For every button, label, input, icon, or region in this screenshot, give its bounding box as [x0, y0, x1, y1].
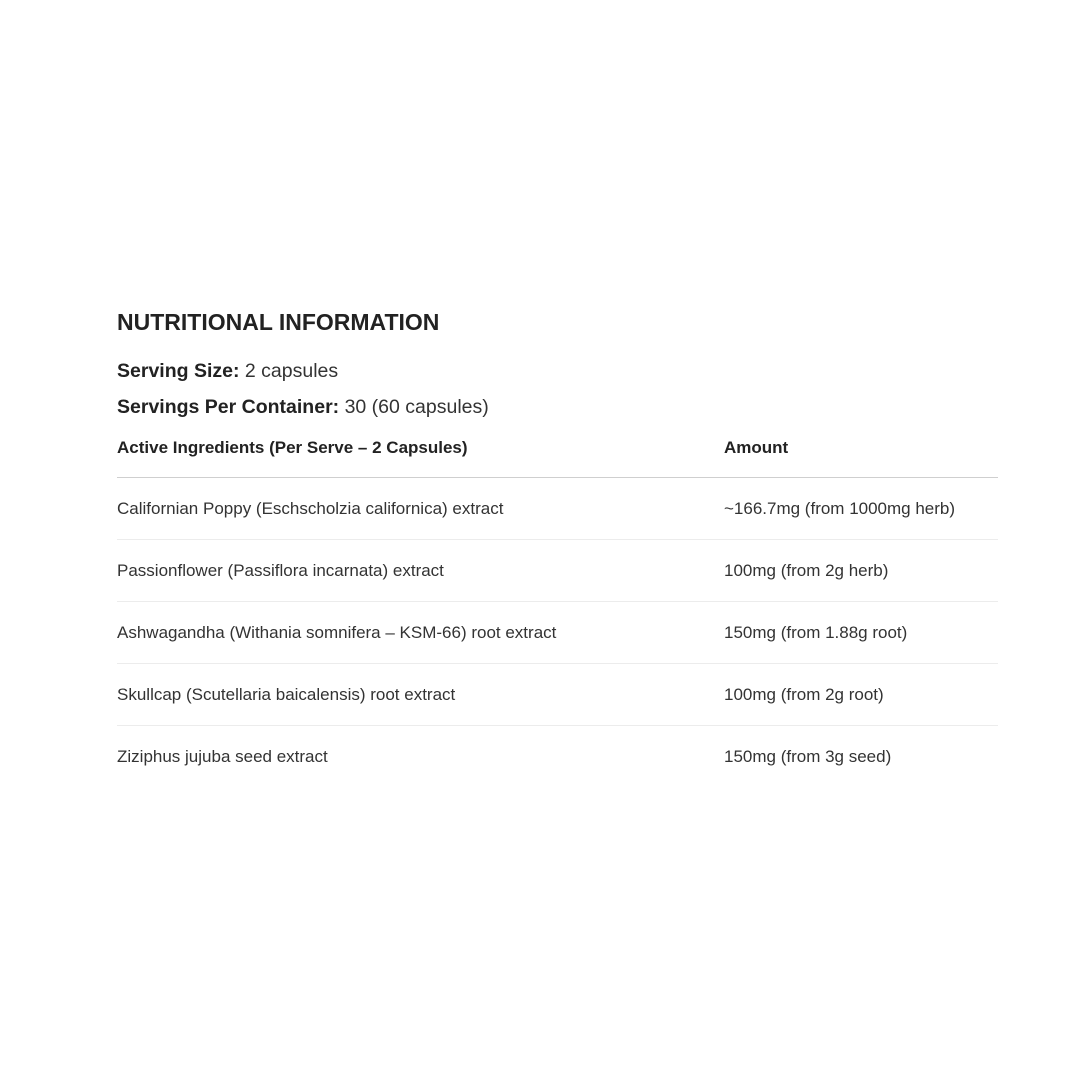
column-header-ingredients: Active Ingredients (Per Serve – 2 Capsules)	[117, 438, 468, 457]
ingredient-cell: Ziziphus jujuba seed extract	[117, 746, 328, 766]
serving-info	[117, 353, 998, 425]
table-row	[117, 540, 998, 602]
table-row	[117, 478, 998, 540]
servings-per-container-line	[117, 389, 998, 425]
servings-per-container-label: Servings Per Container:	[117, 396, 340, 418]
servings-per-container-value: 30 (60 capsules)	[344, 396, 489, 418]
table-row	[117, 664, 998, 726]
page-title: NUTRITIONAL INFORMATION	[117, 309, 440, 335]
ingredients-table	[117, 434, 998, 787]
amount-cell: 100mg (from 2g herb)	[724, 560, 889, 580]
amount-cell: ~166.7mg (from 1000mg herb)	[724, 498, 956, 518]
nutrition-panel	[117, 306, 998, 787]
ingredient-cell: Ashwagandha (Withania somnifera – KSM-66) root extract	[117, 622, 557, 642]
serving-size-line	[117, 353, 998, 389]
serving-size-value: 2 capsules	[244, 360, 339, 382]
serving-size-label: Serving Size:	[117, 360, 240, 382]
amount-cell: 150mg (from 3g seed)	[724, 746, 892, 766]
table-header-row	[117, 434, 998, 478]
ingredient-cell: Skullcap (Scutellaria baicalensis) root extract	[117, 684, 456, 704]
amount-cell: 100mg (from 2g root)	[724, 684, 884, 704]
column-header-amount: Amount	[724, 438, 789, 457]
table-row	[117, 726, 998, 787]
table-row	[117, 602, 998, 664]
ingredient-cell: Passionflower (Passiflora incarnata) extract	[117, 560, 444, 580]
ingredient-cell: Californian Poppy (Eschscholzia californica) extract	[117, 498, 504, 518]
amount-cell: 150mg (from 1.88g root)	[724, 622, 908, 642]
